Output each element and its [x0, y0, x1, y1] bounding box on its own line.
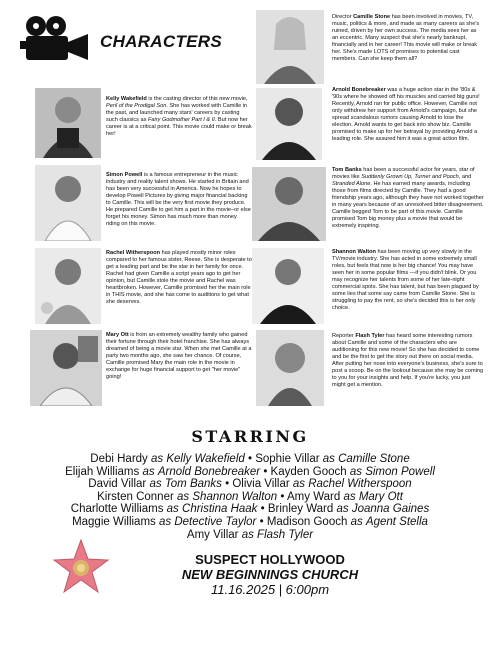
cast-separator: •	[263, 465, 268, 478]
cast-line	[20, 453, 480, 466]
cast-role: Detective Taylor	[174, 515, 257, 528]
cast-role: Mary Ott	[358, 490, 403, 503]
bio-arnold-bonebreaker: Arnold Bonebreaker was a huge action star in the '80s & '90s where he showed off his muscles and carried big guns! Recently, Arnold ran for public office. However, Camille not only withdrew her support from Arnold's campaign, but she spread scandalous rumors causing Arnold to lose the election. Arnold wants to get back into show biz. Camille promised to make up for her betrayal by providing Arnold a leading role. She assured him it was a great action film.	[332, 87, 480, 142]
cast-actor: Olivia Villar	[232, 478, 290, 491]
cast-actor: Madison Gooch	[266, 515, 348, 528]
cast-role: Simon Powell	[365, 465, 435, 478]
movie-camera-icon	[18, 14, 92, 64]
page-title: CHARACTERS	[100, 32, 222, 51]
tom-banks-photo	[252, 167, 326, 241]
cast-as: as	[241, 528, 254, 541]
bio-camille-stone: Director Camille Stone has been involved in movies, TV, music, politics & more, and made as many careers as she's ruined, driven by her own success. The media sees her as an eccentric. Many suspect that she's nearly bankrupt, financially and in her career! This movie will make or break her. She's made LOTS of promises to potential cast members. Can she keep them all?	[332, 14, 480, 62]
bio-rachel-witherspoon: Rachel Witherspoon has played mostly minor roles compared to her famous sister, Reese. She is desperate to get a leading part and be the star in her family for once. Rachel had given Camille a script years ago to get her opinion, but Camille stole the movie and Rachel was heartbroken. However, Camille promised her the main role in THIS movie, and she has come to auditions to get what she deserves.	[106, 250, 252, 305]
starring-heading: STARRING	[191, 427, 309, 446]
cast-role: Shannon Walton	[192, 490, 278, 503]
bio-mary-ott: Mary Ott is from an extremely wealthy family who gained their fortune through their hotel franchise. She has always dreamed of being a movie star. When she met Camille at a party two months ago, she saw her chance. Of course, Camille promised Mary the main role in the movie in exchange for huge financial support to get "her movie" going!	[106, 332, 252, 380]
cast-role: Kelly Wakefield	[166, 453, 245, 465]
cast-role: Joanna Gaines	[351, 503, 430, 516]
bio-tom-banks: Tom Banks has been a successful actor for years, star of movies like Suddenly Grown Up, Turner and Pooch, and Stranded Alone. He has earned many awards, including those from films directed by Camille. They had a good friendship years ago, although they have not worked together in many years because of an unresolved bitter disagreement. Camille begged Tom to be part of this movie. Camille promised Tom big money plus a movie that would be extremely inspiring.	[332, 167, 484, 229]
cast-line	[20, 491, 480, 504]
cast-separator: •	[259, 515, 264, 528]
bio-flash-tyler: Reporter Flash Tyler has heard some interesting rumors about Camille and some of the characters who are auditioning for this new movie! So she has decided to come and be the first to get the story out there on social media. After putting her nose into everyone's business, she's sure to post a scoop. Be on the lookout because she may be coming to you for your insights and help. If you're lucky, you just might get a mention.	[332, 333, 484, 388]
cast-as: as	[349, 465, 362, 478]
cast-as: as	[158, 515, 172, 528]
cast-as: as	[343, 490, 356, 503]
cast-as: as	[292, 478, 306, 491]
cast-as: as	[151, 453, 164, 465]
event-venue: NEW BEGINNINGS CHURCH	[181, 567, 359, 582]
cast-as: as	[177, 490, 190, 503]
cast-line	[20, 466, 480, 479]
cast-line	[20, 503, 480, 516]
cast-as: as	[322, 453, 335, 465]
mary-ott-photo	[30, 330, 102, 406]
cast-actor: Amy Ward	[287, 490, 341, 503]
cast-separator: •	[247, 453, 252, 465]
event-info	[150, 552, 390, 598]
cast-role: Agent Stella	[365, 515, 428, 528]
rachel-witherspoon-photo	[35, 248, 101, 324]
cast-separator: •	[260, 503, 265, 516]
cast-role: Arnold Bonebreaker	[157, 465, 261, 478]
cast-list	[20, 453, 480, 541]
cast-as: as	[142, 465, 155, 478]
cast-as: as	[336, 503, 349, 516]
cast-actor: Kayden Gooch	[270, 465, 347, 478]
cast-role: Rachel Witherspoon	[308, 478, 412, 491]
cast-actor: David Villar	[88, 478, 147, 491]
kelly-wakefield-photo	[35, 88, 101, 158]
camille-stone-photo	[256, 10, 324, 84]
cast-actor: Brinley Ward	[267, 503, 334, 516]
cast-actor: Charlotte Williams	[70, 503, 164, 516]
cast-actor: Elijah Williams	[65, 465, 140, 478]
cast-as: as	[350, 515, 363, 528]
cast-role: Camille Stone	[338, 453, 410, 465]
cast-actor: Maggie Williams	[72, 515, 156, 528]
simon-powell-photo	[35, 165, 101, 241]
cast-separator: •	[225, 478, 230, 491]
cast-as: as	[166, 503, 179, 516]
bio-shannon-walton: Shannon Walton has been moving up very slowly in the TV/movie industry. She has acted in some extremely small roles, but feels that now is her big chance! You may have seen her in some popular films —if you didn't blink. Or you may recognize her talents from some of her late-night commercial spots. She has talent, but has been plagued by some lies that some say came from Camille Stone. She is struggling to pay the rent, so she's decided this is her only choice.	[332, 249, 479, 311]
arnold-bonebreaker-photo	[256, 88, 322, 160]
cast-role: Tom Banks	[164, 478, 222, 491]
cast-actor: Sophie Villar	[255, 453, 320, 465]
shannon-walton-photo	[252, 248, 324, 324]
bio-kelly-wakefield: Kelly Wakefield is the casting director of this new movie, Peril of the Prodigal Son. She has worked with Camille in the past, and launched many stars' careers by casting such classics as Fairy Godmother Part I & II. But now her career is at a critical point. This movie could make or break her!	[106, 96, 252, 137]
bio-simon-powell: Simon Powell is a famous entrepreneur in the music industry and reality talent shows. He started in Britain and has been very successful in America. Now he hopes to develop Powell Pictures by giving major financial backing to Camille. This will be the very first movie they produce. He prepared Camille to get him a part in the movie–or else forget his money. Simon has much more than money riding on this movie.	[106, 172, 251, 227]
cast-actor: Amy Villar	[186, 528, 239, 541]
cast-as: as	[149, 478, 162, 491]
cast-role: Christina Haak	[182, 503, 258, 516]
cast-line	[20, 478, 480, 491]
cast-actor: Debi Hardy	[90, 453, 148, 465]
cast-role: Flash Tyler	[257, 528, 314, 541]
cast-actor: Kirsten Conner	[97, 490, 174, 503]
cast-line	[20, 516, 480, 529]
walk-of-fame-star-icon	[52, 538, 110, 596]
flash-tyler-photo	[256, 330, 324, 406]
event-date-time: 11.16.2025 | 6:00pm	[210, 582, 330, 597]
cast-separator: •	[280, 490, 285, 503]
event-title: SUSPECT HOLLYWOOD	[195, 552, 345, 567]
